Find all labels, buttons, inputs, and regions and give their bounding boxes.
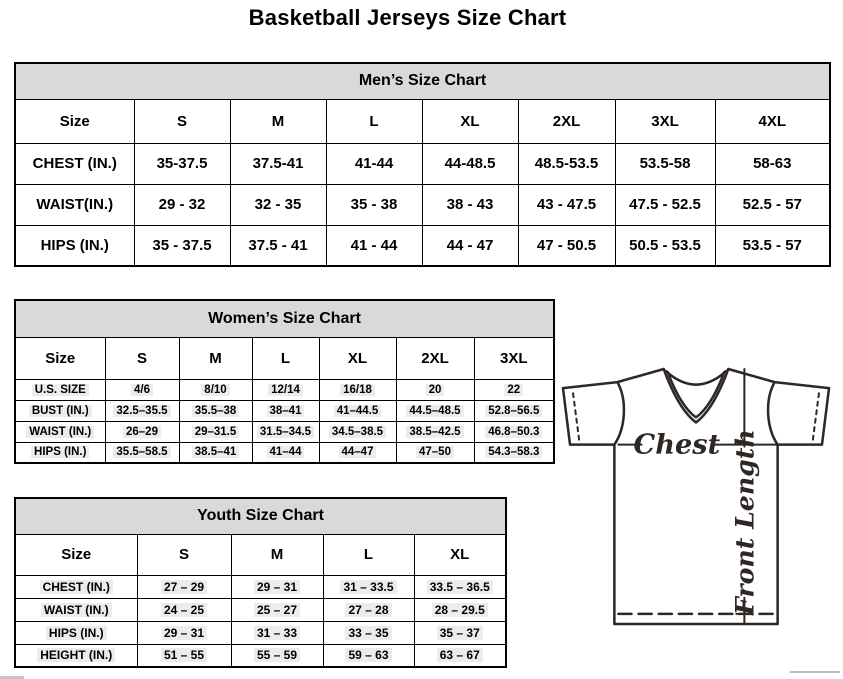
men-row-label bbox=[15, 143, 134, 184]
jersey-collar-arc bbox=[666, 371, 726, 385]
youth-value-cell bbox=[323, 598, 414, 621]
women-size-col-header: XL bbox=[319, 337, 396, 379]
youth-value-cell bbox=[323, 644, 414, 667]
women-table-row bbox=[15, 379, 554, 400]
men-size-col-header: L bbox=[326, 99, 422, 143]
youth-table-row bbox=[15, 575, 506, 598]
value-text: 12/14 bbox=[268, 384, 303, 396]
men-size-col-header: 4XL bbox=[715, 99, 830, 143]
value-text: 48.5-53.5 bbox=[534, 155, 599, 172]
women-value-cell bbox=[319, 442, 396, 463]
value-text: 46.8–50.3 bbox=[485, 426, 542, 438]
value-text: 44.5–48.5 bbox=[406, 405, 463, 417]
womens-size-chart-table bbox=[14, 299, 555, 464]
value-text: 53.5 - 57 bbox=[742, 236, 802, 254]
youth-value-cell bbox=[231, 644, 323, 667]
youth-row-label bbox=[15, 621, 137, 644]
men-value-cell bbox=[615, 184, 715, 225]
value-text: 27 – 29 bbox=[161, 580, 207, 594]
value-text: 31 – 33 bbox=[254, 626, 300, 640]
men-table-row bbox=[15, 143, 830, 184]
youth-size-col-header: L bbox=[323, 534, 414, 575]
men-size-label: Size bbox=[15, 99, 134, 143]
value-text: 41–44 bbox=[267, 446, 305, 458]
women-table-row bbox=[15, 400, 554, 421]
women-value-cell bbox=[179, 400, 252, 421]
men-value-cell bbox=[326, 225, 422, 266]
women-table-row bbox=[15, 421, 554, 442]
chest-label: Chest bbox=[633, 428, 721, 461]
men-table-row bbox=[15, 225, 830, 266]
value-text: 47–50 bbox=[416, 446, 454, 458]
youth-table-row bbox=[15, 598, 506, 621]
value-text: 47.5 - 52.5 bbox=[629, 196, 701, 213]
men-value-cell bbox=[518, 225, 615, 266]
youth-size-chart-table bbox=[14, 497, 507, 668]
men-row-label bbox=[15, 184, 134, 225]
value-text: 29 – 31 bbox=[254, 580, 300, 594]
row-label-text: HEIGHT (IN.) bbox=[37, 648, 115, 662]
row-label-text: WAIST(IN.) bbox=[36, 196, 114, 213]
value-text: 38.5–41 bbox=[192, 446, 240, 458]
youth-value-cell bbox=[414, 598, 506, 621]
youth-row-label bbox=[15, 598, 137, 621]
value-text: 26–29 bbox=[123, 426, 161, 438]
men-value-cell bbox=[422, 225, 518, 266]
women-row-label bbox=[15, 421, 105, 442]
women-value-cell bbox=[396, 442, 474, 463]
men-table-title: Men’s Size Chart bbox=[15, 63, 830, 99]
value-text: 52.5 - 57 bbox=[742, 196, 802, 213]
youth-table-title: Youth Size Chart bbox=[15, 498, 506, 534]
value-text: 35 - 37.5 bbox=[152, 236, 212, 254]
women-value-cell bbox=[474, 421, 554, 442]
row-label-text: CHEST (IN.) bbox=[32, 155, 117, 172]
value-text: 28 – 29.5 bbox=[432, 603, 488, 617]
value-text: 43 - 47.5 bbox=[536, 196, 597, 213]
women-size-label: Size bbox=[15, 337, 105, 379]
row-label-text: CHEST (IN.) bbox=[40, 580, 113, 594]
women-value-cell bbox=[474, 379, 554, 400]
women-value-cell bbox=[252, 421, 319, 442]
men-value-cell bbox=[518, 143, 615, 184]
women-value-cell bbox=[252, 400, 319, 421]
women-size-col-header: 3XL bbox=[474, 337, 554, 379]
youth-value-cell bbox=[137, 644, 231, 667]
value-text: 37.5 - 41 bbox=[248, 236, 308, 254]
value-text: 25 – 27 bbox=[254, 603, 300, 617]
men-value-cell bbox=[326, 184, 422, 225]
youth-row-label bbox=[15, 644, 137, 667]
youth-value-cell bbox=[323, 621, 414, 644]
women-value-cell bbox=[319, 379, 396, 400]
men-value-cell bbox=[230, 225, 326, 266]
value-text: 16/18 bbox=[340, 384, 375, 396]
value-text: 32 - 35 bbox=[254, 196, 302, 213]
row-label-text: WAIST (IN.) bbox=[41, 603, 112, 617]
women-value-cell bbox=[179, 379, 252, 400]
page-title: Basketball Jerseys Size Chart bbox=[248, 5, 567, 30]
women-value-cell bbox=[252, 379, 319, 400]
value-text: 50.5 - 53.5 bbox=[629, 236, 701, 254]
youth-value-cell bbox=[231, 598, 323, 621]
row-label-text: HIPS (IN.) bbox=[40, 236, 109, 254]
men-value-cell bbox=[134, 225, 230, 266]
women-value-cell bbox=[105, 379, 179, 400]
women-value-cell bbox=[252, 442, 319, 463]
value-text: 44 - 47 bbox=[446, 236, 494, 254]
youth-value-cell bbox=[323, 575, 414, 598]
men-row-label bbox=[15, 225, 134, 266]
value-text: 24 – 25 bbox=[161, 603, 207, 617]
men-value-cell bbox=[615, 225, 715, 266]
value-text: 41–44.5 bbox=[334, 405, 382, 417]
youth-row-label bbox=[15, 575, 137, 598]
women-value-cell bbox=[396, 400, 474, 421]
women-value-cell bbox=[396, 379, 474, 400]
men-value-cell bbox=[715, 143, 830, 184]
scrollbar-fragment[interactable] bbox=[790, 671, 840, 673]
youth-value-cell bbox=[137, 598, 231, 621]
value-text: 59 – 63 bbox=[345, 648, 391, 662]
women-size-col-header: S bbox=[105, 337, 179, 379]
women-size-col-header: 2XL bbox=[396, 337, 474, 379]
value-text: 53.5-58 bbox=[639, 155, 691, 172]
value-text: 33 – 35 bbox=[345, 626, 391, 640]
men-value-cell bbox=[422, 143, 518, 184]
women-value-cell bbox=[105, 442, 179, 463]
youth-size-col-header: M bbox=[231, 534, 323, 575]
row-label-text: U.S. SIZE bbox=[32, 384, 89, 396]
youth-table-row bbox=[15, 621, 506, 644]
value-text: 4/6 bbox=[131, 384, 153, 396]
value-text: 41-44 bbox=[354, 155, 394, 172]
youth-size-col-header: XL bbox=[414, 534, 506, 575]
men-size-col-header: XL bbox=[422, 99, 518, 143]
men-size-col-header: 3XL bbox=[615, 99, 715, 143]
value-text: 35.5–38 bbox=[192, 405, 240, 417]
women-value-cell bbox=[474, 442, 554, 463]
women-size-col-header: M bbox=[179, 337, 252, 379]
youth-size-label: Size bbox=[15, 534, 137, 575]
men-value-cell bbox=[422, 184, 518, 225]
value-text: 38 - 43 bbox=[446, 196, 494, 213]
men-value-cell bbox=[134, 143, 230, 184]
value-text: 63 – 67 bbox=[437, 648, 483, 662]
value-text: 32.5–35.5 bbox=[113, 405, 170, 417]
youth-value-cell bbox=[414, 621, 506, 644]
value-text: 31 – 33.5 bbox=[340, 580, 396, 594]
value-text: 38–41 bbox=[267, 405, 305, 417]
value-text: 35 – 37 bbox=[437, 626, 483, 640]
value-text: 33.5 – 36.5 bbox=[427, 580, 493, 594]
youth-value-cell bbox=[414, 644, 506, 667]
value-text: 29 – 31 bbox=[161, 626, 207, 640]
women-row-label bbox=[15, 379, 105, 400]
men-size-col-header: S bbox=[134, 99, 230, 143]
front-length-label: Front Length bbox=[729, 429, 760, 616]
value-text: 41 - 44 bbox=[350, 236, 398, 254]
men-value-cell bbox=[230, 184, 326, 225]
youth-value-cell bbox=[231, 621, 323, 644]
women-value-cell bbox=[179, 442, 252, 463]
row-label-text: HIPS (IN.) bbox=[46, 626, 107, 640]
value-text: 55 – 59 bbox=[254, 648, 300, 662]
men-size-col-header: M bbox=[230, 99, 326, 143]
men-size-col-header: 2XL bbox=[518, 99, 615, 143]
men-value-cell bbox=[134, 184, 230, 225]
mens-size-chart-table bbox=[14, 62, 831, 267]
value-text: 8/10 bbox=[201, 384, 229, 396]
women-value-cell bbox=[179, 421, 252, 442]
value-text: 47 - 50.5 bbox=[536, 236, 597, 254]
value-text: 29–31.5 bbox=[192, 426, 240, 438]
value-text: 52.8–56.5 bbox=[485, 405, 542, 417]
men-value-cell bbox=[615, 143, 715, 184]
women-value-cell bbox=[474, 400, 554, 421]
men-value-cell bbox=[715, 225, 830, 266]
women-row-label bbox=[15, 442, 105, 463]
women-value-cell bbox=[319, 400, 396, 421]
women-value-cell bbox=[396, 421, 474, 442]
value-text: 35 - 38 bbox=[350, 196, 398, 213]
men-value-cell bbox=[518, 184, 615, 225]
youth-table-row bbox=[15, 644, 506, 667]
men-value-cell bbox=[230, 143, 326, 184]
women-size-col-header: L bbox=[252, 337, 319, 379]
value-text: 37.5-41 bbox=[252, 155, 304, 172]
value-text: 44-48.5 bbox=[444, 155, 496, 172]
value-text: 27 – 28 bbox=[345, 603, 391, 617]
youth-value-cell bbox=[137, 621, 231, 644]
women-value-cell bbox=[105, 400, 179, 421]
women-row-label bbox=[15, 400, 105, 421]
value-text: 34.5–38.5 bbox=[329, 426, 386, 438]
value-text: 54.3–58.3 bbox=[485, 446, 542, 458]
value-text: 44–47 bbox=[339, 446, 377, 458]
value-text: 35-37.5 bbox=[156, 155, 208, 172]
women-value-cell bbox=[105, 421, 179, 442]
value-text: 35.5–58.5 bbox=[113, 446, 170, 458]
women-table-title: Women’s Size Chart bbox=[15, 300, 554, 337]
men-value-cell bbox=[326, 143, 422, 184]
women-value-cell bbox=[319, 421, 396, 442]
value-text: 20 bbox=[426, 384, 445, 396]
row-label-text: WAIST (IN.) bbox=[26, 426, 94, 438]
jersey-measurement-diagram bbox=[560, 366, 832, 626]
row-label-text: BUST (IN.) bbox=[29, 405, 92, 417]
value-text: 38.5–42.5 bbox=[406, 426, 463, 438]
youth-value-cell bbox=[137, 575, 231, 598]
men-table-row bbox=[15, 184, 830, 225]
row-label-text: HIPS (IN.) bbox=[31, 446, 89, 458]
value-text: 31.5–34.5 bbox=[257, 426, 314, 438]
value-text: 22 bbox=[504, 384, 523, 396]
men-value-cell bbox=[715, 184, 830, 225]
youth-value-cell bbox=[414, 575, 506, 598]
women-table-row bbox=[15, 442, 554, 463]
value-text: 58-63 bbox=[753, 155, 792, 172]
youth-size-col-header: S bbox=[137, 534, 231, 575]
youth-value-cell bbox=[231, 575, 323, 598]
value-text: 29 - 32 bbox=[158, 196, 206, 213]
value-text: 51 – 55 bbox=[161, 648, 207, 662]
